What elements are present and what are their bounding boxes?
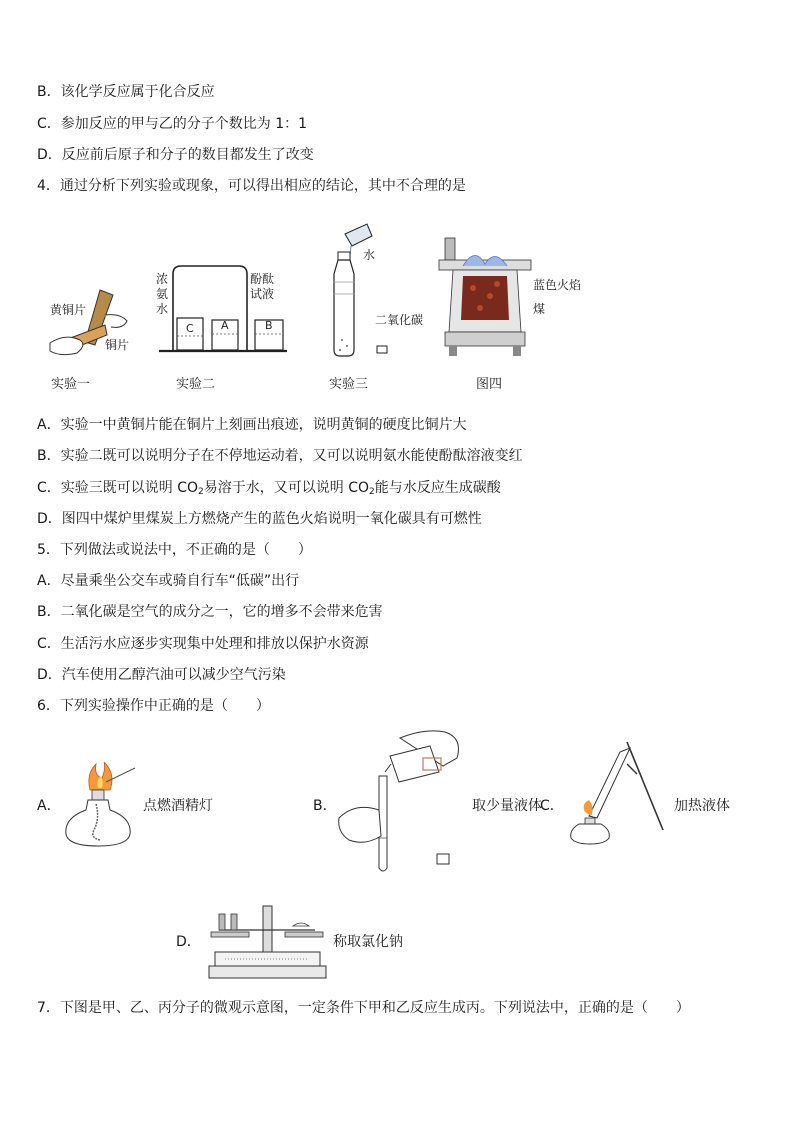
copper-label: 铜片 bbox=[105, 338, 130, 352]
q6-option-c-letter: C． bbox=[540, 798, 564, 814]
experiment-3-figure bbox=[320, 222, 395, 362]
q3-option-b: B．该化学反应属于化合反应 bbox=[37, 84, 215, 100]
experiment-1-caption: 实验一 bbox=[51, 377, 91, 392]
phenolphthalein-label: 酚酞 试液 bbox=[250, 272, 275, 301]
pour-liquid-figure bbox=[335, 728, 470, 878]
beaker-b-label: B bbox=[265, 319, 273, 332]
balance-figure bbox=[205, 900, 330, 982]
water-label: 水 bbox=[363, 248, 376, 262]
alcohol-lamp-figure bbox=[60, 760, 140, 850]
co2-label: 二氧化碳 bbox=[375, 313, 424, 327]
q6-option-d-text: 称取氯化钠 bbox=[333, 934, 403, 950]
q6-option-c-text: 加热液体 bbox=[674, 798, 730, 814]
q5-stem: 5．下列做法或说法中，不正确的是（ ） bbox=[37, 542, 312, 558]
blue-flame-label: 蓝色火焰 bbox=[533, 278, 582, 292]
q3-option-c: C．参加反应的甲与乙的分子个数比为 1：1 bbox=[37, 116, 308, 132]
coal-stove-figure bbox=[435, 236, 535, 364]
q6-option-b-letter: B． bbox=[313, 798, 337, 814]
q4-option-b: B．实验二既可以说明分子在不停地运动着，又可以说明氨水能使酚酞溶液变红 bbox=[37, 448, 523, 464]
q3-option-d: D．反应前后原子和分子的数目都发生了改变 bbox=[37, 147, 314, 163]
q6-option-d-letter: D． bbox=[176, 934, 201, 950]
q4-option-a: A．实验一中黄铜片能在铜片上刻画出痕迹，说明黄铜的硬度比铜片大 bbox=[37, 417, 467, 433]
coal-label: 煤 bbox=[533, 302, 546, 316]
q6-option-a-letter: A． bbox=[37, 798, 61, 814]
q4-option-c: C．实验三既可以说明 $CO_2$易溶于水，又可以说明 $CO_2$能与水反应生成碳酸 bbox=[37, 480, 501, 497]
q5-option-a: A．尽量乘坐公交车或骑自行车“低碳”出行 bbox=[37, 573, 300, 589]
beaker-c-label: C bbox=[186, 322, 194, 335]
q6-stem: 6．下列实验操作中正确的是（ ） bbox=[37, 698, 270, 714]
experiment-3-caption: 实验三 bbox=[329, 377, 369, 392]
brass-label: 黄铜片 bbox=[50, 303, 87, 317]
figure-4-caption: 图四 bbox=[476, 377, 503, 392]
beaker-a-label: A bbox=[221, 319, 229, 332]
q6-option-b-text: 取少量液体 bbox=[472, 798, 542, 814]
q5-option-c: C．生活污水应逐步实现集中处理和排放以保护水资源 bbox=[37, 636, 369, 652]
experiment-2-caption: 实验二 bbox=[176, 377, 216, 392]
ammonia-label: 浓 氨 水 bbox=[156, 272, 169, 316]
q5-option-b: B．二氧化碳是空气的成分之一，它的增多不会带来危害 bbox=[37, 604, 383, 620]
q4-stem: 4．通过分析下列实验或现象，可以得出相应的结论，其中不合理的是 bbox=[37, 178, 466, 194]
q4-option-d: D．图四中煤炉里煤炭上方燃烧产生的蓝色火焰说明一氧化碳具有可燃性 bbox=[37, 511, 482, 527]
heat-liquid-figure bbox=[565, 738, 670, 848]
q6-option-a-text: 点燃酒精灯 bbox=[143, 798, 213, 814]
q5-option-d: D．汽车使用乙醇汽油可以减少空气污染 bbox=[37, 667, 286, 683]
q7-stem: 7．下图是甲、乙、丙分子的微观示意图，一定条件下甲和乙反应生成丙。下列说法中，正确的是（ ） bbox=[37, 1000, 690, 1016]
